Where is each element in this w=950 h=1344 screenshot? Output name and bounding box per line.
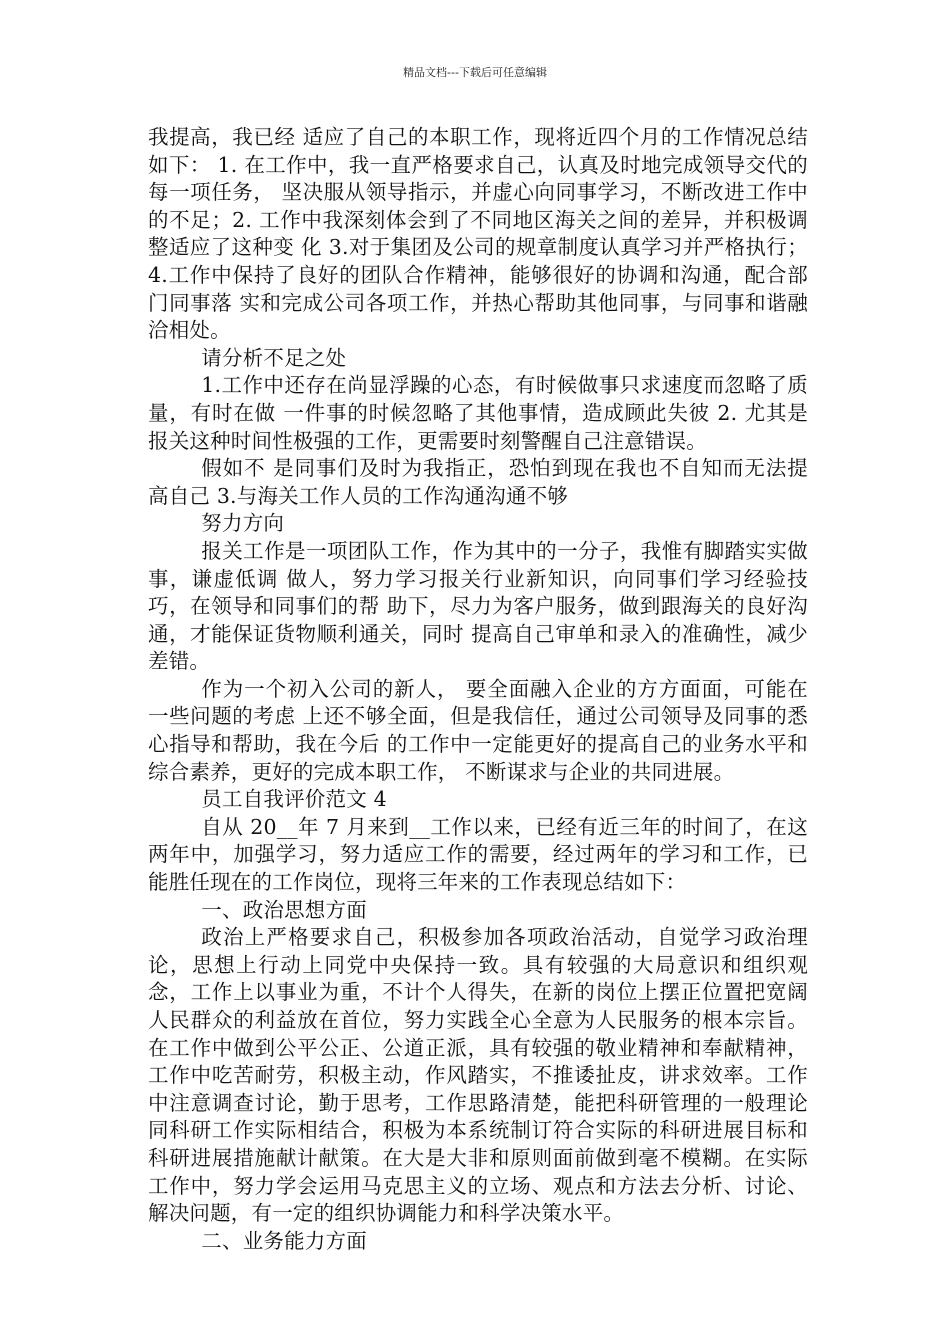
paragraph-political: 政治上严格要求自己，积极参加各项政治活动，自觉学习政治理论，思想上行动上同党中央保持一致。具有较强的大局意识和组织观念，工作上以事业为重，不计个人得失，在新的岗位上摆正位置把宽阔人民群众的利益放在首位，努力实践全心全意为人民服务的根本宗旨。在工作中做到公平公正、公道正派，具有较强的敬业精神和奉献精神，工作中吃苦耐劳，积极主动，作风踏实，不推诿扯皮，讲求效率。工作中注意调查讨论，勤于思考，工作思路清楚，能把科研管理的一般理论同科研工作实际相结合，积极为本系统制订符合实际的科研进展目标和科研进展措施献计献策。在大是大非和原则面前做到毫不模糊。在实际工作中，努力学会运用马克思主义的立场、观点和方法去分析、讨论、解决问题，有一定的组织协调能力和科学决策水平。 (148, 925, 808, 1226)
document-body (148, 124, 808, 1255)
paragraph-work-summary: 我提高，我已经 适应了自己的本职工作，现将近四个月的工作情况总结如下： 1. 在工作中，我一直严格要求自己，认真及时地完成领导交代的每一项任务， 坚决服从领导指示，并虚心向同事学习，不断改进工作中的不足；2. 工作中我深刻体会到了不同地区海关之间的差异，并积极调整适应了这种变 化 3.对于集团及公司的规章制度认真学习并严格执行；4.工作中保持了良好的团队合作精神，能够很好的协调和沟通，配合部门同事落 实和完成公司各项工作，并热心帮助其他同事，与同事和谐融洽相处。 (148, 125, 808, 343)
heading-direction: 努力方向 (201, 511, 285, 536)
page-header: 精品文档---下载后可任意编辑 (403, 66, 547, 79)
paragraph-direction-1: 报关工作是一项团队工作，作为其中的一分子，我惟有脚踏实实做事，谦虚低调 做人，努力学习报关行业新知识，向同事们学习经验技巧，在领导和同事们的帮 助下，尽力为客户服务，做到跟海关的良好沟通，才能保证货物顺利通关，同时 提高自己审单和录入的准确性，减少差错。 (148, 538, 808, 674)
paragraph-direction-2: 作为一个初入公司的新人， 要全面融入企业的方方面面，可能在一些问题的考虑 上还不够全面，但是我信任，通过公司领导及同事的悉心指导和帮助，我在今后 的工作中一定能更好的提高自己的业务水平和综合素养，更好的完成本职工作， 不断谋求与企业的共同进展。 (148, 676, 808, 784)
paragraph-shortcoming-2: 假如不 是同事们及时为我指正，恐怕到现在我也不自知而无法提高自己 3.与海关工作人员的工作沟通沟通不够 (148, 456, 808, 508)
heading-shortcomings: 请分析不足之处 (201, 345, 347, 370)
heading-business: 二、业务能力方面 (201, 1228, 367, 1253)
paragraph-sample-4-intro: 自从 20__年 7 月来到__工作以来，已经有近三年的时间了，在这两年中，加强学习，努力适应工作的需要，经过两年的学习和工作，已能胜任现在的工作岗位，现将三年来的工作表现总结如下： (148, 814, 808, 895)
paragraph-shortcoming-1: 1.工作中还存在尚显浮躁的心态，有时候做事只求速度而忽略了质量，有时在做 一件事的时候忽略了其他事情，造成顾此失彼 2. 尤其是报关这种时间性极强的工作，更需要时刻警醒自己注意错误。 (148, 373, 809, 453)
heading-sample-4: 员工自我评价范文 4 (201, 787, 387, 812)
heading-political: 一、政治思想方面 (201, 897, 367, 922)
